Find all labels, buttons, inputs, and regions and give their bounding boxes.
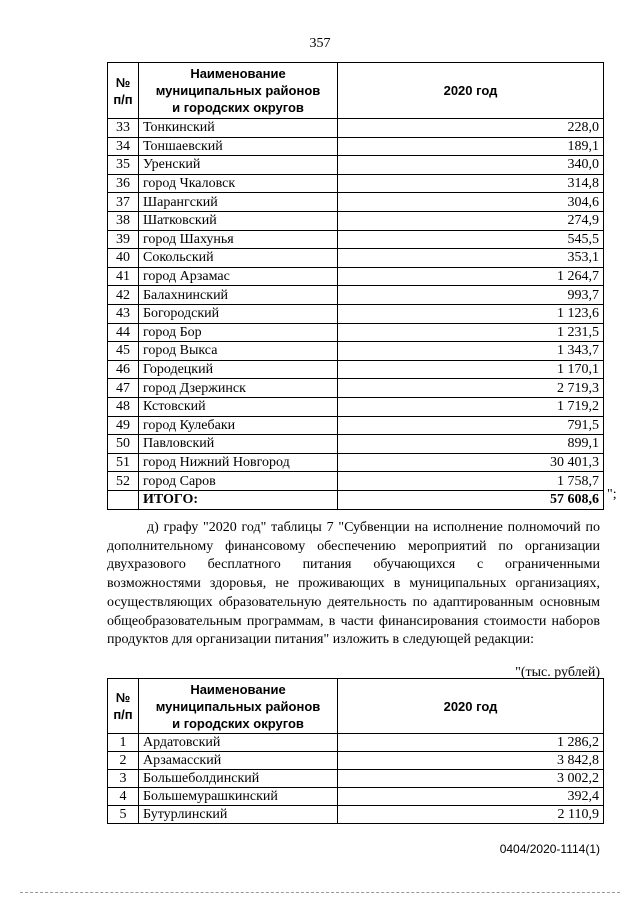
table-row	[108, 397, 604, 416]
row-number: 36	[108, 174, 139, 193]
table-row	[108, 267, 604, 286]
row-value: 1 719,2	[338, 397, 604, 416]
document-code: 0404/2020-1114(1)	[499, 842, 600, 856]
municipality-name: Городецкий	[139, 360, 338, 379]
row-value: 3 002,2	[338, 770, 604, 788]
municipality-name: Кстовский	[139, 397, 338, 416]
table-row	[108, 453, 604, 472]
row-value: 228,0	[338, 119, 604, 138]
row-value: 899,1	[338, 435, 604, 454]
row-value: 1 123,6	[338, 304, 604, 323]
municipality-name: город Чкаловск	[139, 174, 338, 193]
municipality-name: Сокольский	[139, 249, 338, 268]
row-value: 353,1	[338, 249, 604, 268]
table-row	[108, 156, 604, 175]
row-number: 4	[108, 788, 139, 806]
municipality-name: город Нижний Новгород	[139, 453, 338, 472]
table-row	[108, 211, 604, 230]
table-body	[108, 119, 604, 491]
units-label: "(тыс. рублей)	[515, 665, 600, 680]
row-value: 304,6	[338, 193, 604, 212]
row-value: 2 110,9	[338, 806, 604, 824]
row-value: 1 758,7	[338, 472, 604, 491]
total-row	[108, 490, 604, 509]
row-value: 791,5	[338, 416, 604, 435]
municipality-name: Ардатовский	[139, 734, 338, 752]
municipality-name: Большемурашкинский	[139, 788, 338, 806]
table-row	[108, 323, 604, 342]
row-number: 35	[108, 156, 139, 175]
row-number: 43	[108, 304, 139, 323]
row-value: 274,9	[338, 211, 604, 230]
table-row	[108, 379, 604, 398]
row-number: 34	[108, 137, 139, 156]
municipality-name: город Саров	[139, 472, 338, 491]
row-value: 340,0	[338, 156, 604, 175]
row-number: 1	[108, 734, 139, 752]
row-number: 3	[108, 770, 139, 788]
row-number: 41	[108, 267, 139, 286]
municipality-name: город Выкса	[139, 342, 338, 361]
row-value: 30 401,3	[338, 453, 604, 472]
municipality-name: город Дзержинск	[139, 379, 338, 398]
row-value: 1 231,5	[338, 323, 604, 342]
municipality-name: Уренский	[139, 156, 338, 175]
table-row	[108, 788, 604, 806]
table-row	[108, 174, 604, 193]
municipality-name: Шарангский	[139, 193, 338, 212]
municipality-name: Большеболдинский	[139, 770, 338, 788]
row-number: 50	[108, 435, 139, 454]
row-number: 40	[108, 249, 139, 268]
subvention-table-continued	[107, 62, 604, 510]
row-value: 993,7	[338, 286, 604, 305]
municipality-name: город Бор	[139, 323, 338, 342]
page-number: 357	[309, 36, 331, 51]
row-value: 1 343,7	[338, 342, 604, 361]
row-value: 1 286,2	[338, 734, 604, 752]
municipality-name: Богородский	[139, 304, 338, 323]
row-number: 46	[108, 360, 139, 379]
municipality-name: Балахнинский	[139, 286, 338, 305]
header-number: № п/п	[108, 679, 139, 734]
row-number: 5	[108, 806, 139, 824]
row-value: 314,8	[338, 174, 604, 193]
municipality-name: Тонкинский	[139, 119, 338, 138]
table-row	[108, 752, 604, 770]
municipality-name: Тоншаевский	[139, 137, 338, 156]
row-number: 45	[108, 342, 139, 361]
table-row	[108, 230, 604, 249]
table-row	[108, 770, 604, 788]
table-row	[108, 249, 604, 268]
row-number: 51	[108, 453, 139, 472]
row-number: 39	[108, 230, 139, 249]
table-row	[108, 472, 604, 491]
row-value: 1 264,7	[338, 267, 604, 286]
row-number: 33	[108, 119, 139, 138]
scan-edge-line	[20, 892, 620, 893]
row-number: 2	[108, 752, 139, 770]
municipality-name: Павловский	[139, 435, 338, 454]
table-row	[108, 286, 604, 305]
row-number: 49	[108, 416, 139, 435]
table-row	[108, 734, 604, 752]
municipality-name: Бутурлинский	[139, 806, 338, 824]
row-number: 52	[108, 472, 139, 491]
table-row	[108, 193, 604, 212]
table-body	[108, 734, 604, 824]
total-value: 57 608,6	[338, 490, 604, 509]
municipality-name: город Кулебаки	[139, 416, 338, 435]
row-number: 38	[108, 211, 139, 230]
row-number: 47	[108, 379, 139, 398]
table-row	[108, 342, 604, 361]
subvention-table-7	[107, 678, 604, 824]
row-value: 392,4	[338, 788, 604, 806]
header-year: 2020 год	[338, 63, 604, 119]
municipality-name: Шатковский	[139, 211, 338, 230]
table-row	[108, 435, 604, 454]
table-row	[108, 137, 604, 156]
header-number: № п/п	[108, 63, 139, 119]
row-number: 44	[108, 323, 139, 342]
closing-quote: ";	[607, 487, 617, 502]
header-municipality: Наименование муниципальных районов и городских округов	[139, 679, 338, 734]
table-row	[108, 806, 604, 824]
municipality-name: Арзамасский	[139, 752, 338, 770]
amendment-paragraph: д) графу "2020 год" таблицы 7 "Субвенции на исполнение полномочий по дополнительному финансовому обеспечению мероприятий по организации двухразового бесплатного питания обучающихся с ограниченными возможностями здоровья, не проживающих в муниципальных организациях, осуществляющих образовательную деятельность по адаптированным основным общеобразовательным программам, в части финансирования стоимости наборов продуктов для организации питания" изложить в следующей редакции:	[107, 520, 600, 648]
total-label: ИТОГО:	[139, 490, 338, 509]
row-value: 3 842,8	[338, 752, 604, 770]
header-municipality: Наименование муниципальных районов и городских округов	[139, 63, 338, 119]
table-row	[108, 119, 604, 138]
row-value: 1 170,1	[338, 360, 604, 379]
row-number: 42	[108, 286, 139, 305]
row-number: 37	[108, 193, 139, 212]
table-row	[108, 360, 604, 379]
row-value: 545,5	[338, 230, 604, 249]
row-value: 189,1	[338, 137, 604, 156]
row-number: 48	[108, 397, 139, 416]
table-row	[108, 304, 604, 323]
row-value: 2 719,3	[338, 379, 604, 398]
header-year: 2020 год	[338, 679, 604, 734]
municipality-name: город Шахунья	[139, 230, 338, 249]
table-row	[108, 416, 604, 435]
municipality-name: город Арзамас	[139, 267, 338, 286]
